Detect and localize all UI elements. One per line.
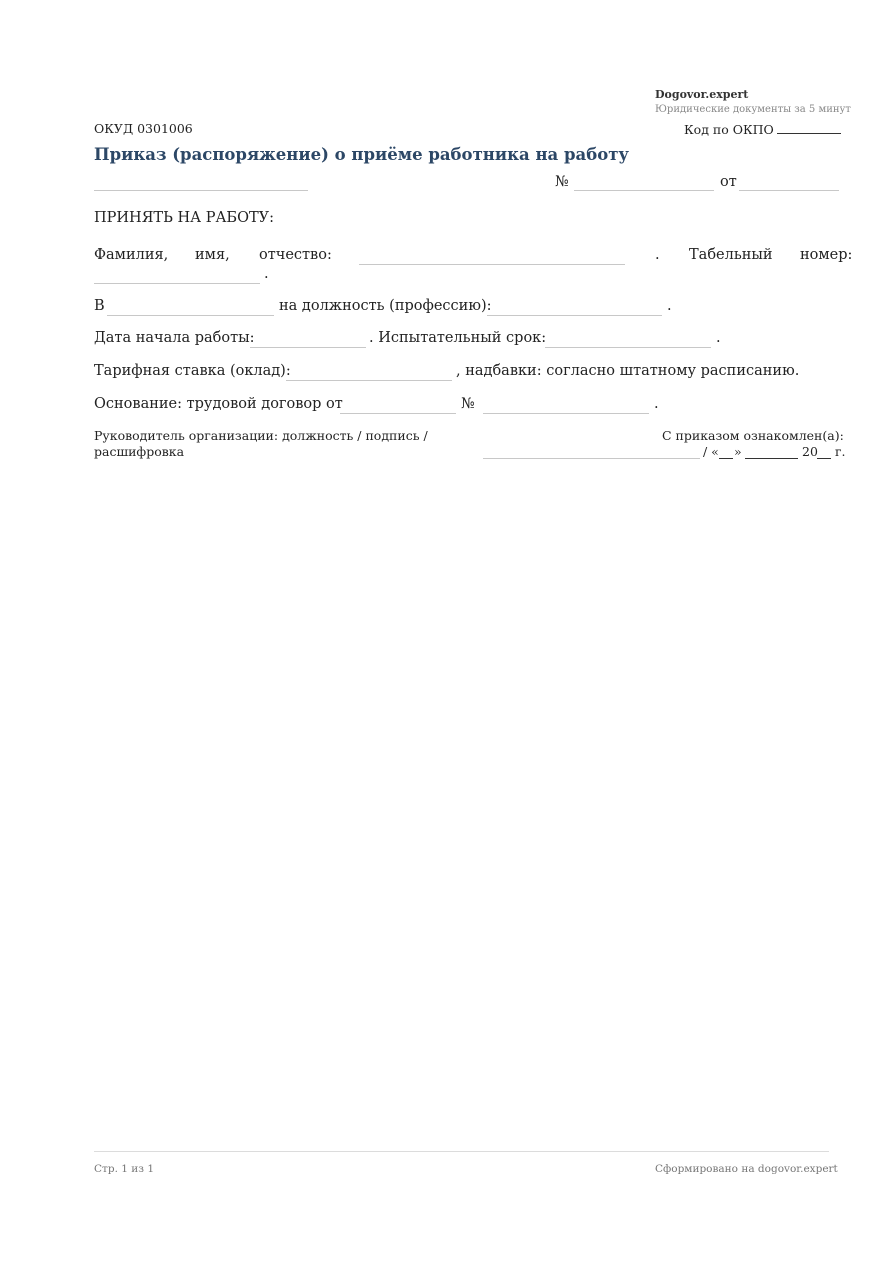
start-date-label: Дата начала работы: — [94, 330, 255, 346]
fio-field[interactable] — [359, 264, 625, 265]
ack-month-field[interactable] — [745, 458, 798, 459]
probation-period: . — [716, 330, 721, 346]
page-number: Стр. 1 из 1 — [94, 1163, 155, 1175]
ack-year-suffix: г. — [835, 444, 846, 459]
fio-word-2: имя, — [195, 247, 230, 263]
brand-tagline: Юридические документы за 5 минут — [655, 104, 851, 115]
head-signature-label-1: Руководитель организации: должность / подпись / — [94, 428, 428, 443]
okpo-field — [684, 121, 841, 137]
brand-name: Dogovor.expert — [655, 88, 749, 101]
tab-number-word-2: номер: — [800, 247, 853, 263]
fio-word-1: Фамилия, — [94, 247, 169, 263]
tab-number-period: . — [264, 266, 269, 282]
order-date-label: от — [720, 174, 737, 190]
document-title: Приказ (распоряжение) о приёме работника на работу — [94, 145, 629, 164]
tab-number-word-1: Табельный — [689, 247, 773, 263]
position-period: . — [667, 298, 672, 314]
rate-label: Тарифная ставка (оклад): — [94, 363, 291, 379]
position-label: на должность (профессию): — [279, 298, 492, 314]
hire-heading: ПРИНЯТЬ НА РАБОТУ: — [94, 210, 275, 226]
generated-by: Сформировано на dogovor.expert — [655, 1163, 838, 1175]
fio-period: . — [655, 247, 660, 263]
order-number-field[interactable] — [574, 190, 714, 191]
footer-divider — [94, 1151, 829, 1152]
okpo-underline[interactable] — [777, 121, 841, 134]
organization-field[interactable] — [94, 190, 308, 191]
rate-field[interactable] — [286, 380, 452, 381]
okpo-label: Код по ОКПО — [684, 122, 774, 137]
ack-label: С приказом ознакомлен(а): — [662, 428, 844, 443]
department-field[interactable] — [107, 315, 274, 316]
start-date-field[interactable] — [250, 347, 366, 348]
probation-label: . Испытательный срок: — [369, 330, 547, 346]
ack-year-prefix: 20 — [802, 444, 818, 459]
department-prefix: В — [94, 298, 105, 314]
ack-day-field[interactable] — [719, 458, 733, 459]
basis-number-field[interactable] — [483, 413, 649, 414]
basis-period: . — [654, 396, 659, 412]
head-signature-label-2: расшифровка — [94, 444, 185, 459]
okud-code: ОКУД 0301006 — [94, 121, 193, 136]
allowance-text: , надбавки: согласно штатному расписанию. — [456, 363, 800, 379]
basis-number-label: № — [461, 396, 475, 412]
tab-number-field[interactable] — [94, 283, 260, 284]
fio-word-3: отчество: — [259, 247, 332, 263]
ack-year-field[interactable] — [817, 458, 831, 459]
ack-signature-field[interactable] — [483, 458, 700, 459]
basis-date-field[interactable] — [340, 413, 456, 414]
ack-open-quote: / « — [703, 444, 719, 459]
position-field[interactable] — [487, 315, 662, 316]
ack-close-quote: » — [734, 444, 742, 459]
order-date-field[interactable] — [739, 190, 839, 191]
order-number-label: № — [555, 174, 569, 190]
probation-field[interactable] — [545, 347, 711, 348]
basis-label: Основание: трудовой договор от — [94, 396, 343, 412]
